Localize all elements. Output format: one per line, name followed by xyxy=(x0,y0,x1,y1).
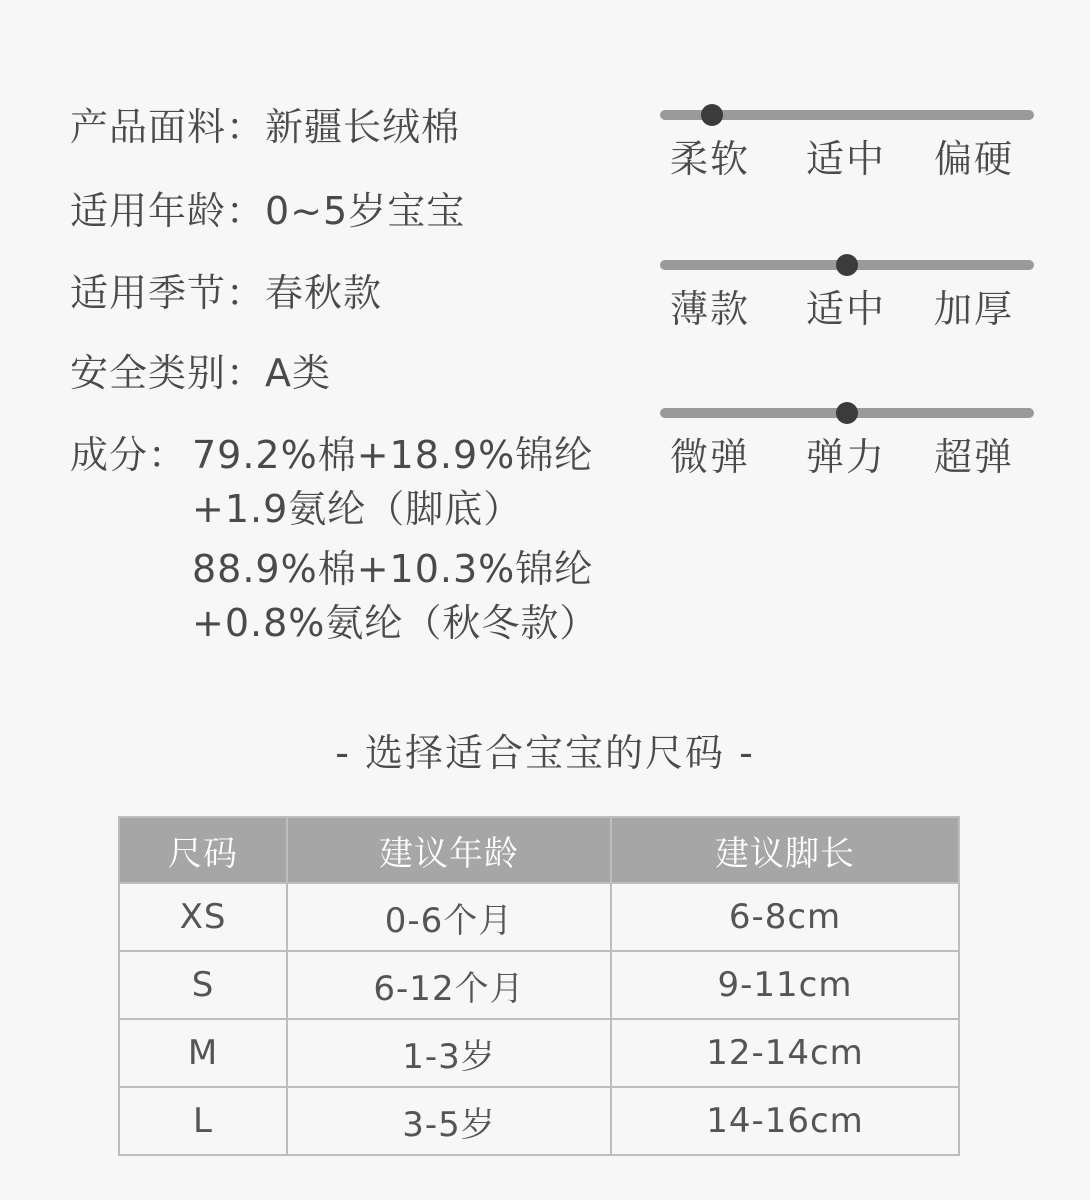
spec-age xyxy=(70,184,465,238)
thickness-scale xyxy=(660,260,1034,340)
size-chart-table xyxy=(118,816,960,1156)
header-age: 建议年龄 xyxy=(287,817,611,883)
cell-size: L xyxy=(119,1087,287,1155)
softness-label-medium: 适中 xyxy=(806,137,887,181)
elasticity-track xyxy=(660,408,1034,418)
spec-age-value: 0~5岁宝宝 xyxy=(265,189,466,233)
composition-line: +1.9氨纶（脚底） xyxy=(192,487,523,531)
composition-line: +0.8%氨纶（秋冬款） xyxy=(192,601,599,645)
cell-foot-length: 6-8cm xyxy=(611,883,959,951)
spec-composition xyxy=(70,428,187,482)
cell-foot-length: 12-14cm xyxy=(611,1019,959,1087)
cell-age: 3-5岁 xyxy=(287,1087,611,1155)
elasticity-scale xyxy=(660,408,1034,488)
softness-track xyxy=(660,110,1034,120)
softness-scale xyxy=(660,110,1034,190)
spec-safety-value: A类 xyxy=(265,351,332,395)
spec-season xyxy=(70,266,382,320)
table-header-row xyxy=(119,817,959,883)
cell-foot-length: 9-11cm xyxy=(611,951,959,1019)
elasticity-label-super: 超弹 xyxy=(934,435,1015,479)
thickness-label-medium: 适中 xyxy=(806,287,887,331)
spec-fabric-value: 新疆长绒棉 xyxy=(265,105,461,149)
spec-season-label: 适用季节： xyxy=(70,271,266,315)
table-row xyxy=(119,1087,959,1155)
table-row xyxy=(119,951,959,1019)
softness-label-soft: 柔软 xyxy=(670,137,751,181)
size-guide-heading: - 选择适合宝宝的尺码 - xyxy=(335,731,755,775)
thickness-label-thick: 加厚 xyxy=(934,287,1015,331)
spec-fabric-label: 产品面料： xyxy=(70,105,266,149)
spec-fabric xyxy=(70,100,460,154)
cell-age: 1-3岁 xyxy=(287,1019,611,1087)
cell-size: XS xyxy=(119,883,287,951)
thickness-indicator xyxy=(836,254,858,276)
softness-label-hard: 偏硬 xyxy=(934,137,1015,181)
spec-composition-label: 成分： xyxy=(70,433,188,477)
composition-line: 88.9%棉+10.3%锦纶 xyxy=(192,547,594,591)
spec-safety-label: 安全类别： xyxy=(70,351,266,395)
composition-line: 79.2%棉+18.9%锦纶 xyxy=(192,433,594,477)
header-size: 尺码 xyxy=(119,817,287,883)
elasticity-label-slight: 微弹 xyxy=(670,435,751,479)
cell-foot-length: 14-16cm xyxy=(611,1087,959,1155)
cell-size: S xyxy=(119,951,287,1019)
cell-age: 6-12个月 xyxy=(287,951,611,1019)
elasticity-label-elastic: 弹力 xyxy=(806,435,887,479)
cell-age: 0-6个月 xyxy=(287,883,611,951)
softness-indicator xyxy=(701,104,723,126)
spec-season-value: 春秋款 xyxy=(265,271,383,315)
table-row xyxy=(119,883,959,951)
thickness-track xyxy=(660,260,1034,270)
header-foot-length: 建议脚长 xyxy=(611,817,959,883)
spec-safety xyxy=(70,346,331,400)
spec-age-label: 适用年龄： xyxy=(70,189,266,233)
cell-size: M xyxy=(119,1019,287,1087)
table-row xyxy=(119,1019,959,1087)
thickness-label-thin: 薄款 xyxy=(670,287,751,331)
elasticity-indicator xyxy=(836,402,858,424)
